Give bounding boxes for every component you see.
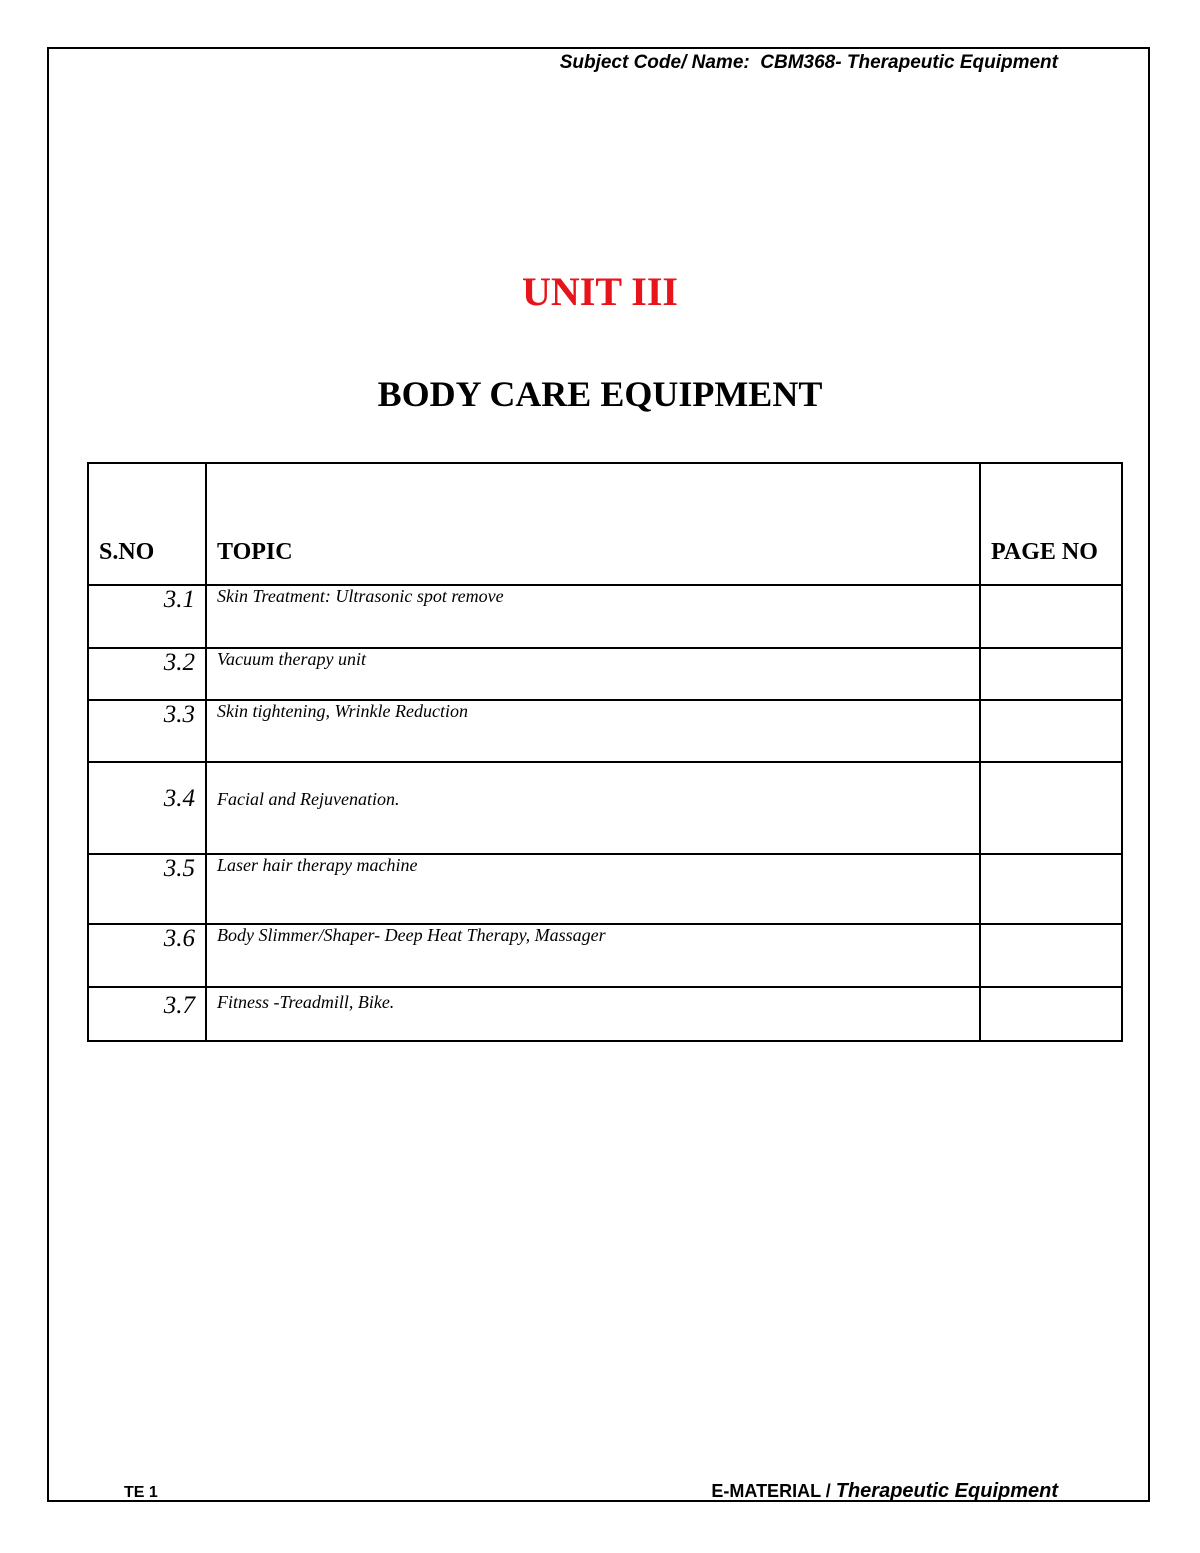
header-topic: TOPIC (206, 463, 980, 585)
row-topic: Laser hair therapy machine (206, 854, 980, 924)
row-topic: Fitness -Treadmill, Bike. (206, 987, 980, 1041)
row-sno: 3.6 (88, 924, 206, 987)
row-sno: 3.5 (88, 854, 206, 924)
row-page-no (980, 854, 1122, 924)
footer-material (711, 1480, 1058, 1503)
table-row (88, 924, 1122, 987)
table-row (88, 700, 1122, 762)
row-sno: 3.1 (88, 585, 206, 648)
row-page-no (980, 924, 1122, 987)
table-row (88, 762, 1122, 854)
row-sno: 3.3 (88, 700, 206, 762)
row-topic: Body Slimmer/Shaper- Deep Heat Therapy, Massager (206, 924, 980, 987)
table-row (88, 585, 1122, 648)
row-page-no (980, 648, 1122, 700)
row-sno: 3.7 (88, 987, 206, 1041)
table-row (88, 648, 1122, 700)
header-sno: S.NO (88, 463, 206, 585)
row-topic: Vacuum therapy unit (206, 648, 980, 700)
row-page-no (980, 700, 1122, 762)
header-page-no: PAGE NO (980, 463, 1122, 585)
row-topic: Skin Treatment: Ultrasonic spot remove (206, 585, 980, 648)
page-title: BODY CARE EQUIPMENT (377, 374, 823, 414)
footer-page-label: TE 1 (124, 1484, 158, 1501)
row-topic: Skin tightening, Wrinkle Reduction (206, 700, 980, 762)
topics-table (87, 462, 1123, 1042)
unit-title: UNIT III (522, 269, 678, 314)
table-row (88, 987, 1122, 1041)
row-sno: 3.2 (88, 648, 206, 700)
footer-material-title: Therapeutic Equipment (835, 1480, 1058, 1502)
footer-material-prefix: E-MATERIAL / (711, 1481, 836, 1501)
row-page-no (980, 987, 1122, 1041)
row-sno: 3.4 (88, 762, 206, 854)
subject-header: Subject Code/ Name: CBM368- Therapeutic Equipment (559, 52, 1058, 73)
table-row (88, 854, 1122, 924)
row-page-no (980, 762, 1122, 854)
row-topic: Facial and Rejuvenation. (206, 762, 980, 854)
table-header-row (88, 463, 1122, 585)
row-page-no (980, 585, 1122, 648)
